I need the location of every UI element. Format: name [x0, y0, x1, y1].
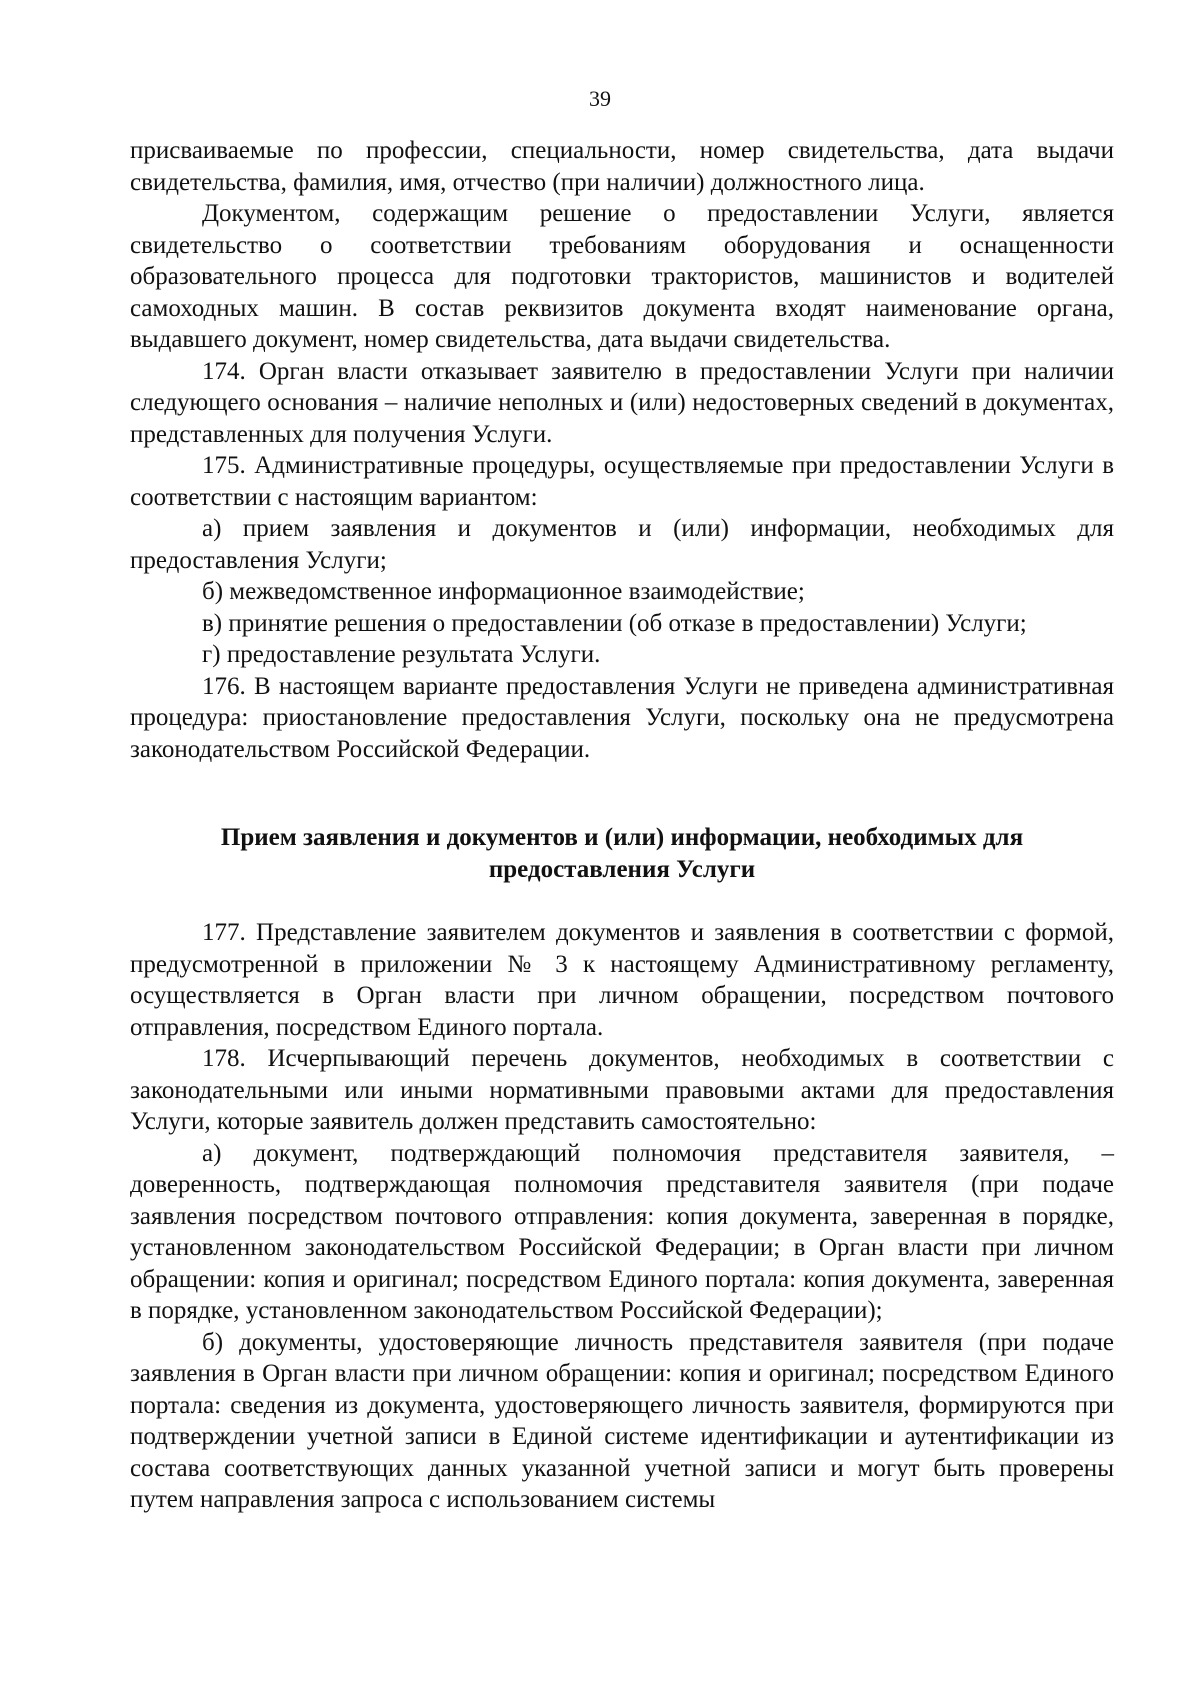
list-item-v: в) принятие решения о предоставлении (об отказе в предоставлении) Услуги;: [202, 609, 1027, 637]
paragraph-176: 176. В настоящем варианте предоставления Услуги не приведена административная процедура: приостановление предоставления Услуги, поскольку она не предусмотрена законодательством Российской Федерации.: [130, 672, 1114, 763]
section-heading-line-1: Прием заявления и документов и (или) информации, необходимых для: [220, 824, 1024, 851]
list-item-178-a: а) документ, подтверждающий полномочия представителя заявителя, – доверенность, подтверждающая полномочия представителя заявителя (при подаче заявления посредством почтового отправления: копия документа, заверенная в порядке, установленном законодательством Российской Федерации; в Орган власти при личном обращении: копия и оригинал; посредством Единого портала: копия документа, заверенная в порядке, установленном законодательством Российской Федерации);: [130, 1139, 1114, 1324]
paragraph-174: 174. Орган власти отказывает заявителю в предоставлении Услуги при наличии следующего основания – наличие неполных и (или) недостоверных сведений в документах, представленных для получения Услуги.: [130, 357, 1114, 448]
list-item-a: а) прием заявления и документов и (или) информации, необходимых для предоставления Услуги;: [130, 515, 1114, 574]
list-item-178-b: б) документы, удостоверяющие личность представителя заявителя (при подаче заявления в Орган власти при личном обращении: копия и оригинал; посредством Единого портала: сведения из документа, удостоверяющего личность заявителя, формируются при подтверждении учетной записи в Единой системе идентификации и аутентификации из состава соответствующих данных указанной учетной записи и могут быть проверены путем направления запроса с использованием системы: [130, 1328, 1114, 1513]
section-heading: [130, 822, 1114, 885]
section-heading-line-2: предоставления Услуги: [488, 855, 756, 883]
paragraph-177: 177. Представление заявителем документов и заявления в соответствии с формой, предусмотренной в приложении № 3 к настоящему Административному регламенту, осуществляется в Орган власти при личном обращении, посредством почтового отправления, посредством Единого портала.: [130, 919, 1114, 1041]
page-number: 39: [589, 86, 611, 111]
document-body: [130, 135, 1114, 1516]
list-item-b: б) межведомственное информационное взаимодействие;: [202, 578, 805, 605]
paragraph-175: 175. Административные процедуры, осуществляемые при предоставлении Услуги в соответствии с настоящим вариантом:: [130, 452, 1114, 511]
paragraph-continuation: присваиваемые по профессии, специальности, номер свидетельства, дата выдачи свидетельства, фамилия, имя, отчество (при наличии) должностного лица.: [130, 137, 1114, 196]
list-item-g: г) предоставление результата Услуги.: [202, 641, 601, 668]
paragraph-178: 178. Исчерпывающий перечень документов, необходимых в соответствии с законодательными или иными нормативными правовыми актами для предоставления Услуги, которые заявитель должен представить самостоятельно:: [130, 1045, 1114, 1135]
paragraph-decision-document: Документом, содержащим решение о предоставлении Услуги, является свидетельство о соответствии требованиям оборудования и оснащенности образовательного процесса для подготовки трактористов, машинистов и водителей самоходных машин. В состав реквизитов документа входят наименование органа, выдавшего документ, номер свидетельства, дата выдачи свидетельства.: [130, 200, 1114, 353]
